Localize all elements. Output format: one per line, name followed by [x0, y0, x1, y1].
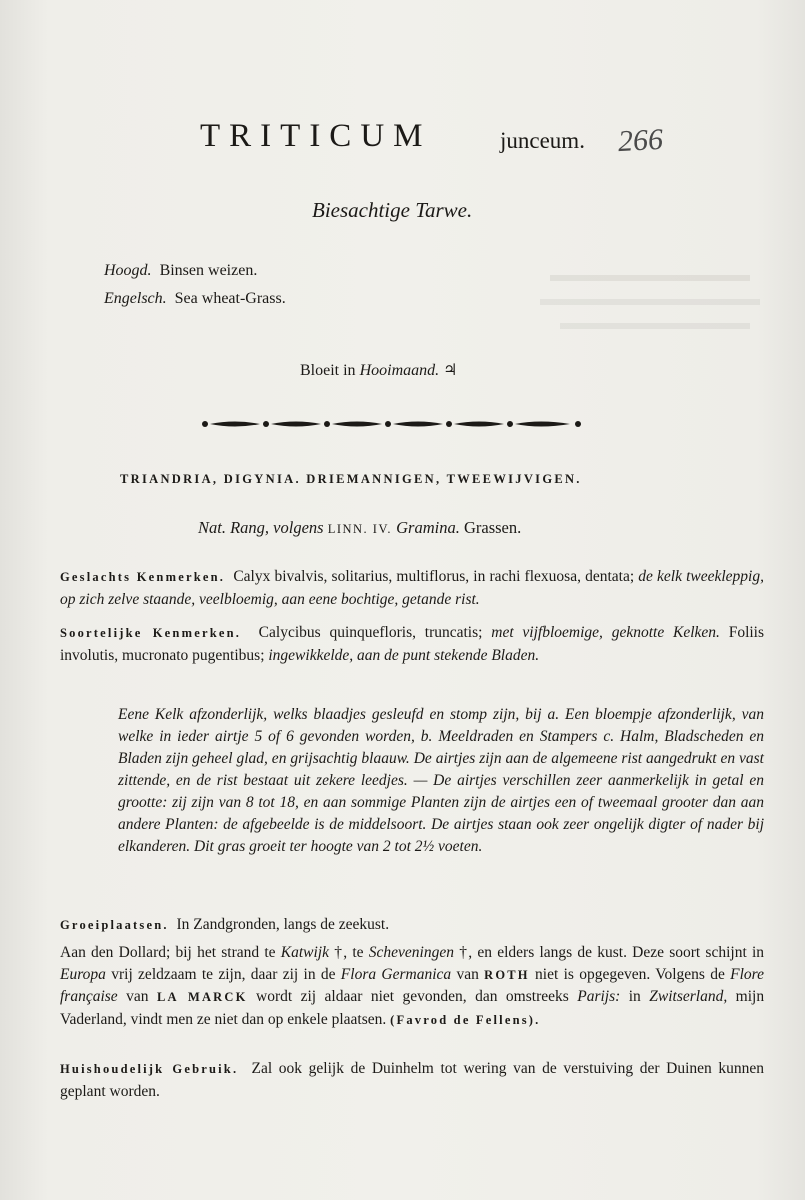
flowering-line	[300, 360, 457, 380]
section-label: Groeiplaatsen.	[60, 918, 169, 932]
gramina: Gramina.	[396, 518, 460, 537]
section-label: Soortelijke Kenmerken.	[60, 626, 242, 640]
linn-rank: LINN. IV.	[327, 522, 393, 536]
genus-characteristics	[60, 566, 764, 610]
author-lamarck: LA MARCK	[156, 990, 248, 1004]
dutch-name-subtitle: Biesachtige Tarwe.	[312, 198, 473, 222]
text: †, en elders langs de kust. Deze soort schijnt in	[459, 944, 765, 961]
author-favrod: (Favrod de Fellens).	[390, 1012, 541, 1027]
synonym-name: Binsen weizen.	[159, 262, 258, 279]
habitat-heading	[60, 914, 764, 937]
synonym-lang: Engelsch.	[104, 290, 167, 307]
text: mijn Vaderland, vindt men ze niet dan op enkele plaatsen.	[60, 988, 765, 1028]
habitat-locations	[60, 942, 764, 1031]
dutch-text: met vijfbloemige, geknotte Kelken.	[491, 624, 720, 641]
flowering-month: Hooimaand.	[359, 362, 440, 379]
synonym-lang: Hoogd.	[104, 262, 152, 279]
natural-rank-line	[198, 518, 521, 538]
text: in	[628, 988, 641, 1005]
book-flore-francaise: Flore française	[60, 965, 765, 1005]
synonym-english	[104, 290, 286, 308]
text: van	[126, 988, 149, 1005]
book-flora-germanica: Flora Germanica	[340, 965, 452, 983]
text: vrij zeldzaam te zijn, daar zij in de	[111, 965, 336, 983]
title-genus: TRITICUM	[200, 118, 432, 154]
place-katwijk: Katwijk	[280, 944, 329, 961]
place-zwitserland: Zwitserland,	[649, 988, 728, 1005]
text: †, te	[334, 944, 364, 961]
bleed-through-texture	[520, 265, 760, 347]
perennial-symbol: ♃	[443, 362, 458, 379]
latin-text: Foliis involutis, mucronato pugentibus;	[60, 624, 765, 664]
section-label: Huishoudelijk Gebruik.	[60, 1062, 239, 1076]
place-scheveningen: Scheveningen	[368, 944, 454, 961]
place-parijs: Parijs:	[577, 988, 621, 1005]
household-use	[60, 1058, 764, 1102]
place-europa: Europa	[60, 965, 106, 983]
text: Aan den Dollard; bij het strand te	[60, 944, 276, 961]
author-roth: ROTH	[484, 967, 530, 982]
species-characteristics	[60, 622, 764, 666]
dutch-text: ingewikkelde, aan de punt stekende Bladen.	[268, 646, 540, 664]
nat-rang-label: Nat. Rang, volgens	[198, 518, 324, 537]
habitat-text: In Zandgronden, langs de zeekust.	[176, 916, 390, 933]
synonym-name: Sea wheat-Grass.	[174, 290, 286, 307]
latin-text: Calycibus quinquefloris, truncatis;	[258, 624, 483, 641]
section-label: Geslachts Kenmerken.	[60, 570, 226, 584]
decorative-divider	[200, 414, 585, 434]
flowering-prefix: Bloeit in	[300, 362, 356, 379]
text: van	[456, 965, 479, 983]
grassen: Grassen.	[463, 518, 522, 537]
linnaean-class: TRIANDRIA, DIGYNIA. DRIEMANNIGEN, TWEEWIJVIGEN.	[120, 472, 582, 486]
title-species: junceum.	[500, 128, 585, 153]
dutch-text: de kelk tweekleppig, op zich zelve staande, veelbloemig, aan eene bochtige, getande rist.	[60, 568, 764, 608]
text: wordt zij aldaar niet gevonden, dan omstreeks	[256, 988, 569, 1005]
plate-description: Eene Kelk afzonderlijk, welks blaadjes gesleufd en stomp zijn, bij a. Een bloempje afzonderlijk, van welke in ieder airtje 5 of 6 gevonden worden, b. Meeldraden en Stampers c. Halm, Bladscheden en Bladen zijn geheel glad, en grijsachtig blaauw. De airtjes zijn aan de algemeene rist aangedrukt en vast zittende, en de rist bestaat uit zekere leedjes. — De airtjes verschillen zeer aanmerkelijk in getal en grootte: zij zijn van 8 tot 18, en aan sommige Planten zijn de airtjes een of tweemaal grooter dan aan andere Planten: de afgebeelde is de middelsoort. De airtjes staan ook zeer ongelijk digter of nader bij elkanderen. Dit gras groeit ter hoogte van 2 tot 2½ voeten.	[118, 706, 764, 855]
text: niet is opgegeven. Volgens de	[535, 965, 725, 983]
household-text: Zal ook gelijk de Duinhelm tot wering van de verstuiving der Duinen kunnen geplant worden.	[60, 1060, 765, 1100]
synonym-german	[104, 262, 257, 280]
handwritten-page-number: 266	[617, 122, 664, 159]
latin-text: Calyx bivalvis, solitarius, multiflorus, in rachi flexuosa, dentata;	[233, 568, 635, 585]
